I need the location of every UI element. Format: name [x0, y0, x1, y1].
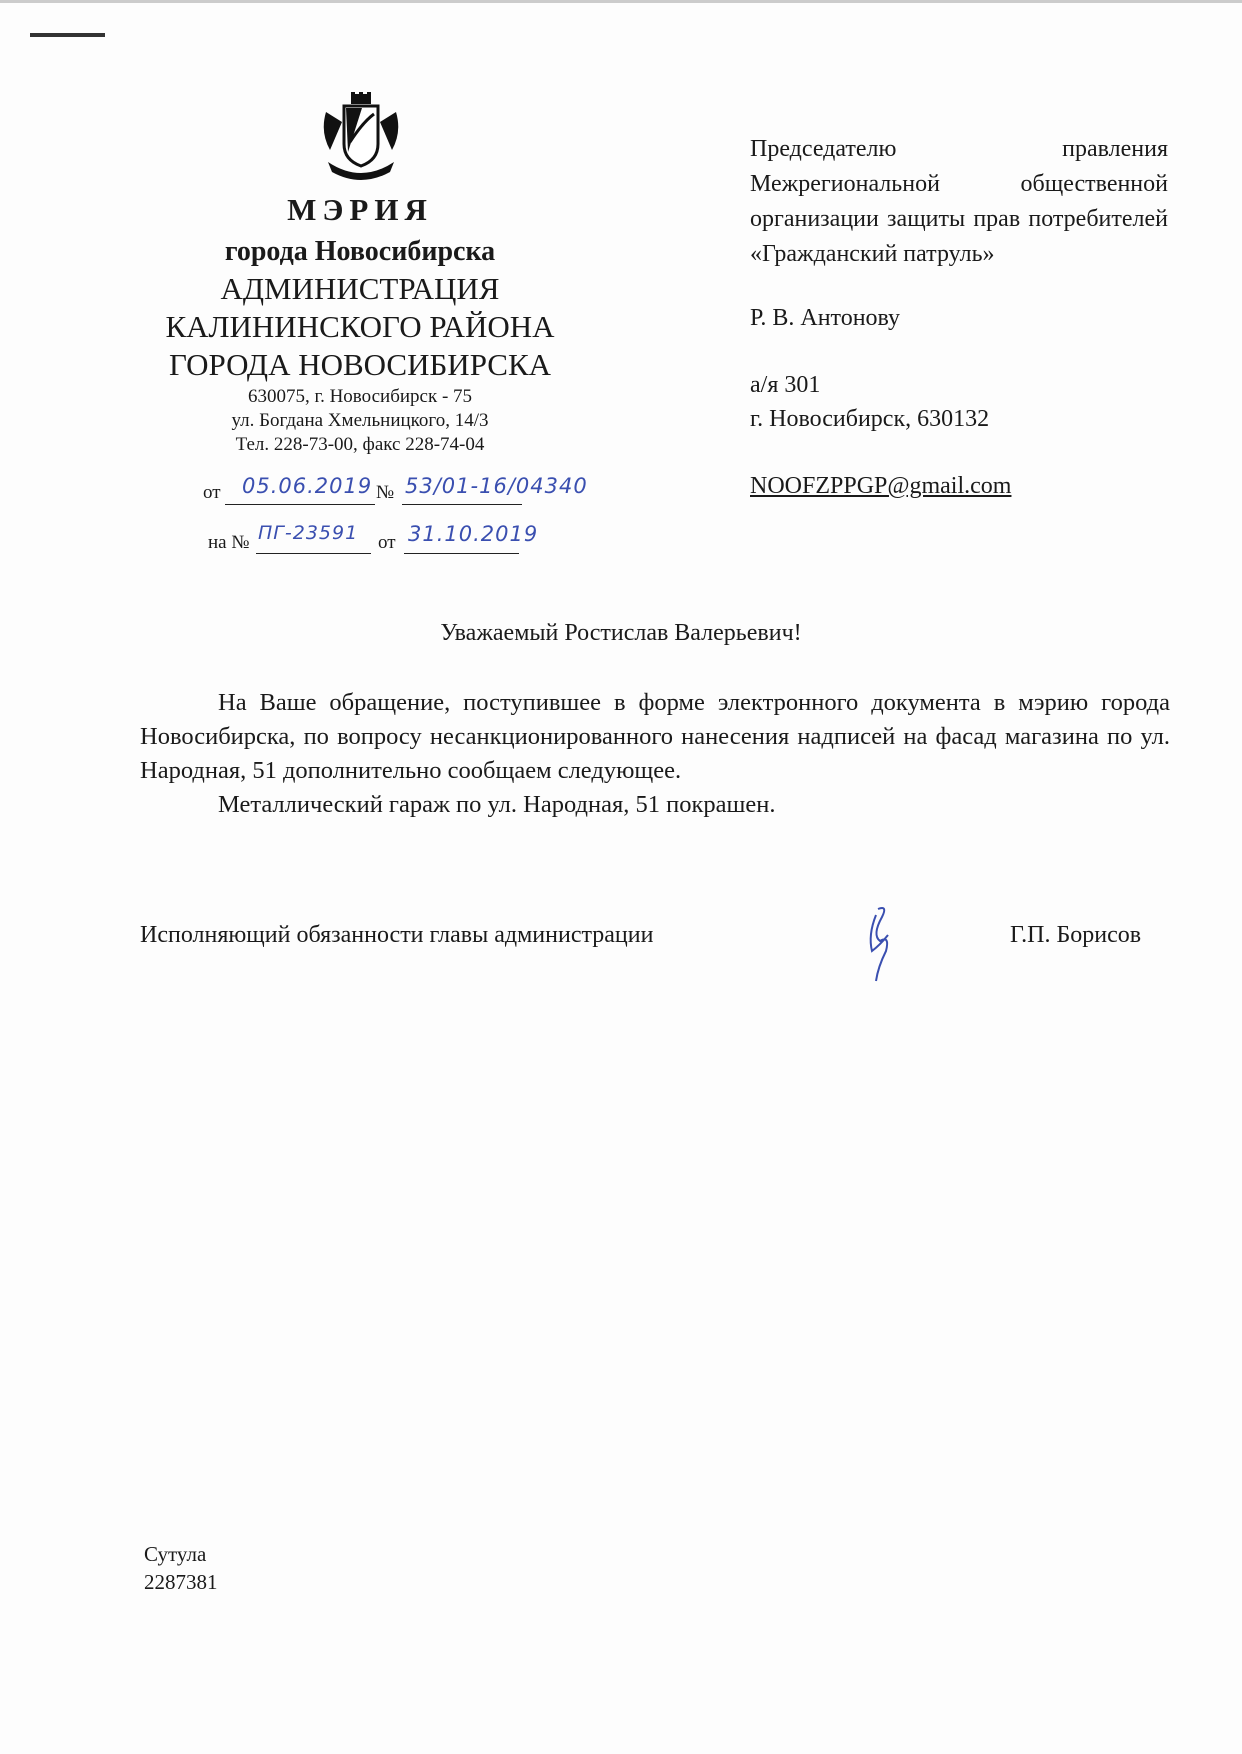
recipient-city: г. Новосибирск, 630132: [750, 406, 990, 432]
outgoing-number: 53/01-16/04340: [405, 474, 588, 498]
scan-mark: [30, 33, 105, 37]
executor-phone: 2287381: [144, 1570, 218, 1594]
ref-number-underline: [256, 553, 371, 554]
scan-edge: [0, 0, 1242, 3]
reference-date: 31.10.2019: [408, 522, 539, 546]
ref-from-label: от: [378, 532, 396, 553]
signatory-name: Г.П. Борисов: [1010, 922, 1142, 948]
org-city: города Новосибирска: [224, 236, 496, 267]
body-paragraph: Металлический гараж по ул. Народная, 51 покрашен.: [218, 791, 776, 818]
body-paragraph: На Ваше обращение, поступившее в форме электронного документа в мэрию города Новосибирска, по вопросу несанкционированного нанесения надписей на фасад магазина по ул. Народная, 51 дополнительно сообщаем следующее.: [140, 689, 1170, 784]
address-line: ул. Богдана Хмельницкого, 14/3: [231, 410, 489, 431]
coat-of-arms-icon: [318, 92, 404, 184]
department-line: КАЛИНИНСКОГО РАЙОНА: [165, 309, 555, 344]
department-name: [140, 270, 580, 384]
greeting: Уважаемый Ростислав Валерьевич!: [440, 620, 802, 646]
recipient-po-box: а/я 301: [750, 372, 821, 398]
department-line: ГОРОДА НОВОСИБИРСКА: [168, 347, 552, 382]
signatory-position: Исполняющий обязанности главы администрации: [140, 922, 654, 948]
recipient-name: Р. В. Антонову: [750, 305, 901, 331]
date-underline: [225, 504, 375, 505]
from-label: от: [203, 482, 221, 503]
org-address: [140, 385, 580, 457]
outgoing-date: 05.06.2019: [242, 474, 373, 498]
ref-date-underline: [404, 553, 519, 554]
handwritten-signature: [858, 905, 908, 985]
executor-info: [144, 1540, 218, 1596]
number-underline: [402, 504, 522, 505]
reference-number: ПГ-23591: [258, 522, 359, 544]
letter-body: [140, 686, 1170, 822]
address-line: Тел. 228-73-00, факс 228-74-04: [235, 434, 485, 455]
org-name: МЭРИЯ: [287, 192, 433, 227]
ref-label: на №: [208, 532, 250, 553]
recipient-email[interactable]: NOOFZPPGP@gmail.com: [750, 473, 1012, 499]
recipient-position: Председателю правления Межрегиональной общественной организации защиты прав потребителей «Гражданский патруль»: [750, 136, 1168, 267]
executor-name: Сутула: [144, 1542, 207, 1566]
address-line: 630075, г. Новосибирск - 75: [247, 386, 473, 407]
number-label: №: [376, 482, 395, 503]
department-line: АДМИНИСТРАЦИЯ: [220, 271, 500, 306]
